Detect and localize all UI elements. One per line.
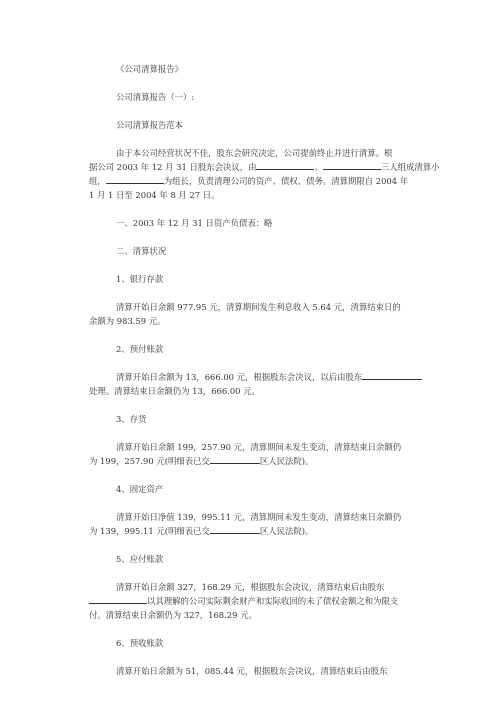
intro-line-4: 1 月 1 日至 2004 年 8 月 27 日。 bbox=[89, 190, 220, 200]
item-4-paragraph: 清算开始日净值 139，995.11 元，清算期间未发生变动，清算结束日余额仍 为 139，995.11 元(明细表已交 区人民法院)。 bbox=[89, 512, 402, 536]
report-subtitle: 公司清算报告（一）: bbox=[116, 92, 195, 102]
intro-line-1: 由于本公司经营状况不佳，股东会研究决定，公司提前终止并进行清算。根 bbox=[116, 148, 393, 158]
blank-line bbox=[362, 370, 422, 380]
sample-title: 公司清算报告范本 bbox=[116, 120, 183, 130]
item-2-paragraph: 清算开始日余额为 13，666.00 元，根据股东会决议，以后由股东 处理。清算结束日余额仍为 13，666.00 元。 bbox=[89, 370, 434, 398]
item-3-paragraph: 清算开始日余额 199，257.90 元，清算期间未发生变动，清算结束日余额仍 为 199，257.90 元(明细表已交 区人民法院)。 bbox=[89, 442, 402, 466]
document-title: 《公司清算报告》 bbox=[116, 64, 183, 74]
blank-line bbox=[323, 160, 381, 170]
item-5-heading: 5、应付账款 bbox=[116, 554, 164, 564]
intro-line-3: 组， 为组长，负责清理公司的资产、债权、债务。清算期限自 2004 年 bbox=[89, 176, 409, 186]
item-2-heading: 2、预付账款 bbox=[116, 344, 164, 354]
item-5-paragraph: 清算开始日余额 327，168.29 元，根据股东会决议，清算结束后由股东 以其理解的公司实际剩余财产和实际收回的未了债权金额之和为限支 付。清算结束日余额仍为 327，168.29 元。 bbox=[89, 582, 399, 620]
blank-line bbox=[256, 160, 314, 170]
item-1-heading: 1、银行存款 bbox=[116, 274, 164, 284]
section-1-heading: 一、2003 年 12 月 31 日资产负债表：略 bbox=[116, 218, 273, 228]
item-6-paragraph: 清算开始日余额为 51，085.44 元，根据股东会决议，清算结束后由股东 bbox=[116, 666, 388, 676]
blank-line bbox=[210, 454, 260, 464]
item-1-paragraph: 清算开始日余额 977.95 元，清算期间发生利息收入 5.64 元，清算结束日的 余额为 983.59 元。 bbox=[89, 302, 401, 326]
intro-line-2: 据公司 2003 年 12 月 31 日股东会决议，由 、 三人组成清算小 bbox=[89, 162, 440, 172]
item-4-heading: 4、固定资产 bbox=[116, 484, 164, 494]
blank-line bbox=[210, 524, 260, 534]
blank-line bbox=[89, 594, 147, 604]
blank-line bbox=[106, 174, 164, 184]
item-6-heading: 6、预收账款 bbox=[116, 638, 164, 648]
intro-paragraph bbox=[89, 146, 440, 202]
item-3-heading: 3、存货 bbox=[116, 414, 147, 424]
section-2-heading: 二、清算状况 bbox=[116, 246, 167, 256]
